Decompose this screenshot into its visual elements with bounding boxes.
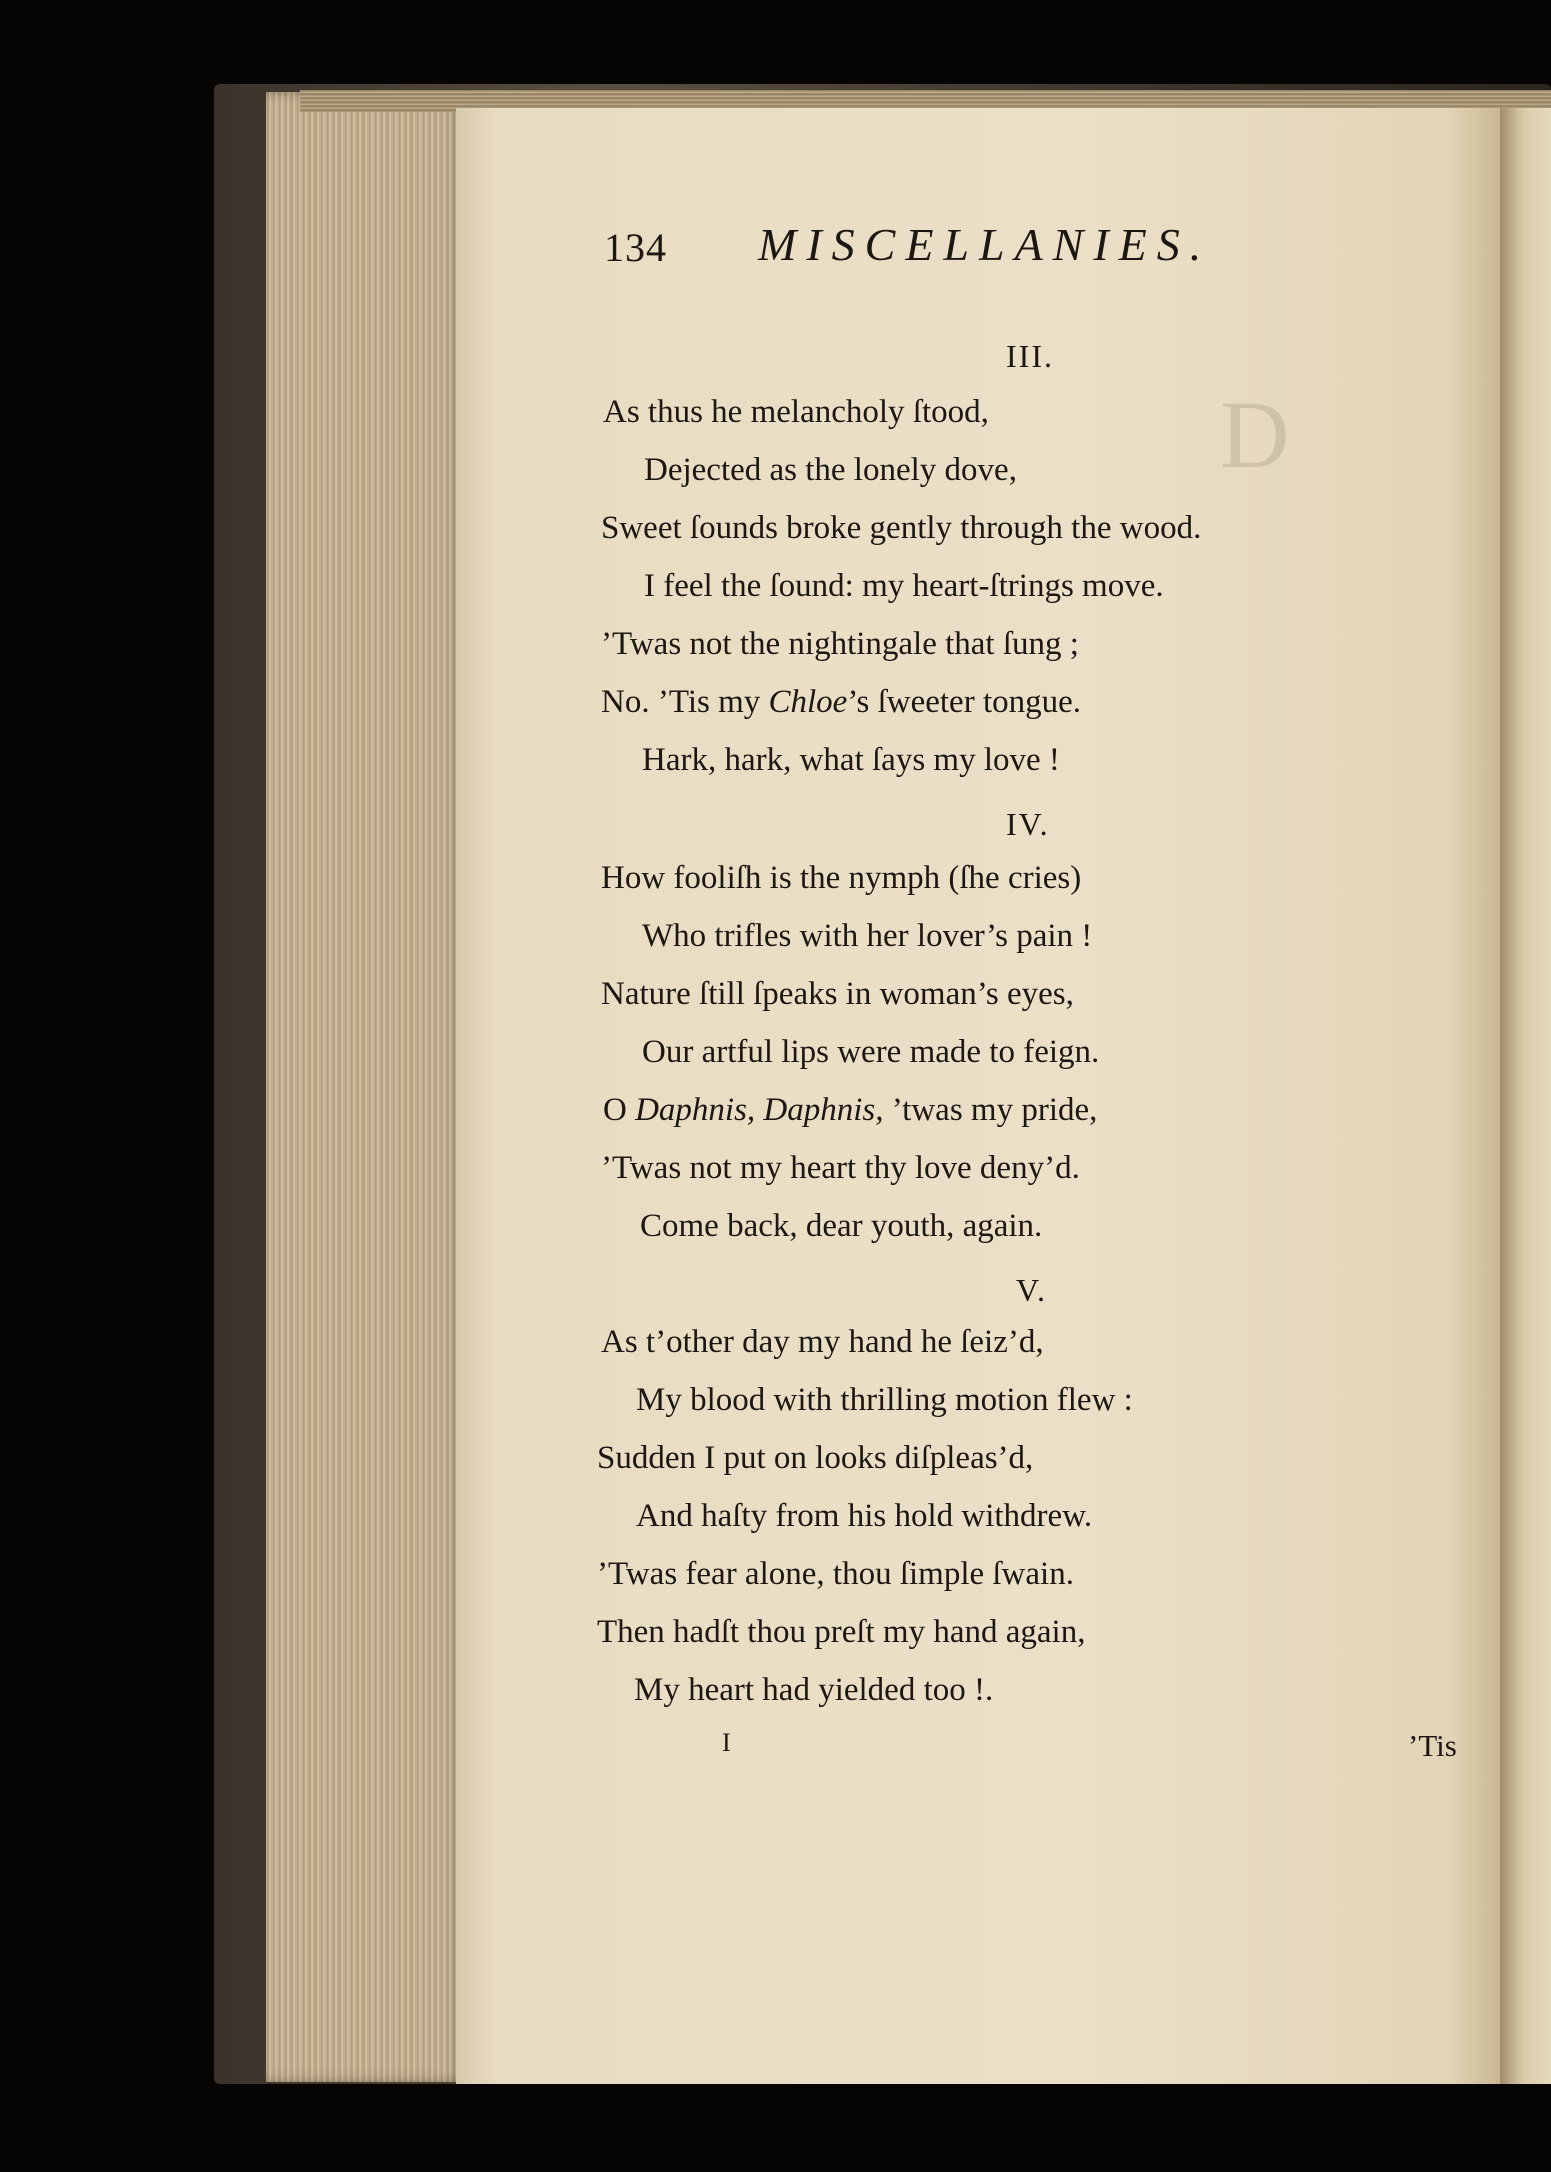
poem-line: Dejected as the lonely dove, — [644, 452, 1017, 488]
poem-line: ’Twas fear alone, thou ſimple ſwain. — [597, 1556, 1074, 1592]
poem-line — [601, 684, 1081, 721]
stanza-numeral: V. — [1016, 1272, 1047, 1308]
poem-line: How fooliſh is the nymph (ſhe cries) — [601, 860, 1082, 896]
poem-line: My blood with thrilling motion flew : — [636, 1382, 1133, 1418]
poem-line: Sweet ſounds broke gently through the wood. — [601, 510, 1202, 546]
poem-line: Sudden I put on looks diſpleas’d, — [597, 1440, 1034, 1476]
poem-line: Who trifles with her lover’s pain ! — [642, 918, 1093, 954]
line-text: ’twas my pride, — [883, 1092, 1098, 1128]
poem-line: Come back, dear youth, again. — [640, 1208, 1043, 1244]
poem-line: My heart had yielded too !. — [634, 1672, 994, 1708]
signature-mark: I — [722, 1728, 731, 1757]
poem-line: ’Twas not my heart thy love deny’d. — [601, 1150, 1080, 1186]
poem-line: As t’other day my hand he ſeiz’d, — [601, 1324, 1044, 1360]
stanza-numeral: III. — [1006, 338, 1054, 374]
line-text: No. ’Tis my — [601, 684, 769, 720]
stanza-numeral: IV. — [1006, 806, 1050, 842]
poem-line: And haſty from his hold withdrew. — [636, 1498, 1093, 1534]
page-number: 134 — [604, 225, 667, 270]
poem-line: Hark, hark, what ſays my love ! — [642, 742, 1060, 778]
running-title: MISCELLANIES. — [758, 219, 1212, 270]
line-text: O — [603, 1092, 636, 1128]
poem-line — [603, 1092, 1097, 1129]
poem-line: Our artful lips were made to feign. — [642, 1034, 1100, 1070]
line-text: ’s ſweeter tongue. — [847, 684, 1082, 720]
poem-line: As thus he melancholy ſtood, — [603, 394, 989, 430]
poem-line: I feel the ſound: my heart-ſtrings move. — [644, 568, 1164, 604]
facing-page-edge — [1500, 108, 1551, 2084]
italic-name: Daphnis, Daphnis, — [635, 1092, 884, 1128]
poem-line: Then hadſt thou preſt my hand again, — [597, 1614, 1086, 1650]
italic-name: Chloe — [768, 684, 848, 720]
page-edges — [266, 92, 466, 2082]
poem-line: Nature ſtill ſpeaks in woman’s eyes, — [601, 976, 1074, 1012]
poem-line: ’Twas not the nightingale that ſung ; — [601, 626, 1079, 662]
catchword: ’Tis — [1408, 1728, 1457, 1763]
